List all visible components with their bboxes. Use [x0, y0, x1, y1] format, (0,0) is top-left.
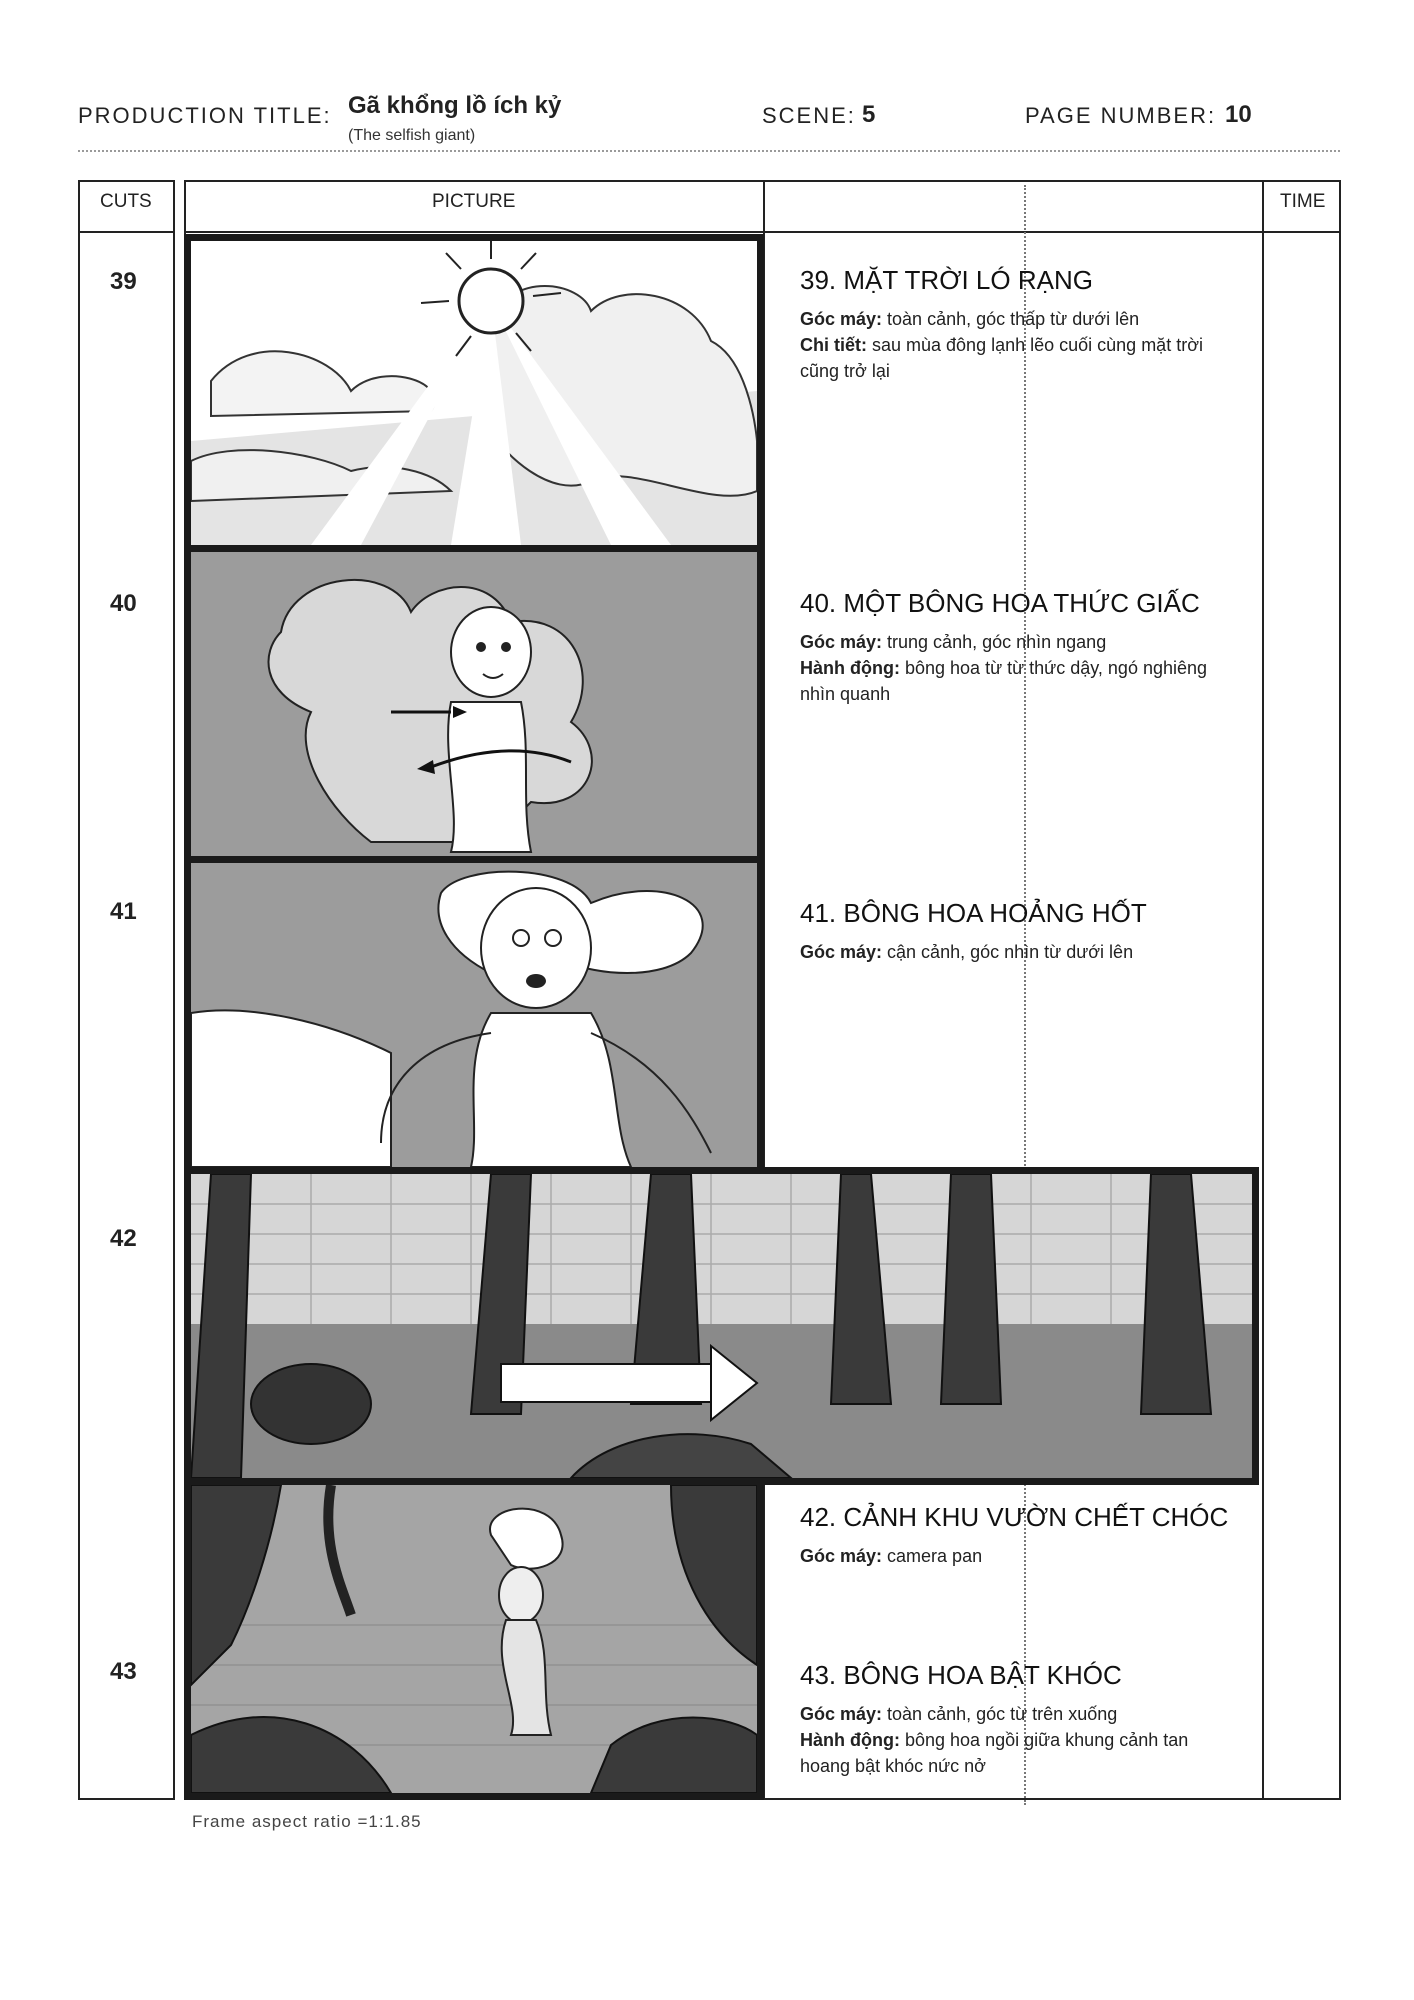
shot-camera-angle — [800, 306, 1240, 332]
shot-camera-angle — [800, 1543, 1240, 1569]
field-label: Góc máy: — [800, 1546, 883, 1566]
frame-39-sunrise — [184, 234, 764, 552]
cuts-column-header: CUTS — [100, 191, 152, 212]
field-value: bông hoa từ từ thức dậy, ngó nghiêng nhìn quanh — [800, 658, 1208, 704]
cut-number-43: 43 — [110, 1658, 137, 1685]
cut-number-41: 41 — [110, 898, 137, 925]
field-value: toàn cảnh, góc từ trên xuống — [882, 1704, 1118, 1724]
shot-42-description — [800, 1502, 1240, 1569]
scene-number: 5 — [862, 101, 876, 128]
shot-camera-angle — [800, 1701, 1240, 1727]
header-divider — [78, 150, 1340, 152]
frame-40-flower-awakening — [184, 545, 764, 863]
production-subtitle: (The selfish giant) — [348, 127, 476, 144]
field-value: bông hoa ngồi giữa khung cảnh tan hoang bật khóc nức nở — [800, 1730, 1189, 1776]
page-number: 10 — [1225, 101, 1252, 128]
production-title-label: PRODUCTION TITLE: — [78, 103, 332, 128]
shot-title: 43. BÔNG HOA BẬT KHÓC — [800, 1660, 1122, 1690]
field-label: Hành động: — [800, 1730, 900, 1750]
production-title: Gã khổng lồ ích kỷ — [348, 92, 562, 119]
frame-aspect-ratio-note: Frame aspect ratio =1:1.85 — [192, 1812, 422, 1831]
field-value: cận cảnh, góc nhìn từ dưới lên — [882, 942, 1134, 962]
field-value: sau mùa đông lạnh lẽo cuối cùng mặt trời cũng trở lại — [800, 335, 1203, 381]
shot-action — [800, 1727, 1240, 1779]
shot-39-description — [800, 265, 1240, 384]
field-label: Chi tiết: — [800, 335, 867, 355]
time-column-divider — [1262, 180, 1264, 1800]
shot-camera-angle — [800, 629, 1240, 655]
cuts-column — [78, 180, 175, 1800]
scene-label: SCENE: — [762, 103, 856, 128]
shot-title: 42. CẢNH KHU VƯỜN CHẾT CHÓC — [800, 1502, 1229, 1532]
header-row-divider — [184, 231, 1341, 233]
shot-title: 40. MỘT BÔNG HOA THỨC GIẤC — [800, 588, 1200, 618]
frame-42-dead-garden-pan — [184, 1167, 1259, 1485]
shot-40-description — [800, 588, 1240, 707]
field-label: Hành động: — [800, 658, 900, 678]
time-column-header: TIME — [1280, 191, 1326, 212]
frame-43-crying-flower — [184, 1478, 764, 1800]
field-label: Góc máy: — [800, 309, 883, 329]
field-label: Góc máy: — [800, 942, 883, 962]
cut-number-39: 39 — [110, 268, 137, 295]
page-number-label: PAGE NUMBER: — [1025, 103, 1217, 128]
cut-number-40: 40 — [110, 590, 137, 617]
field-value: toàn cảnh, góc thấp từ dưới lên — [882, 309, 1140, 329]
shot-camera-angle — [800, 939, 1240, 965]
field-label: Góc máy: — [800, 632, 883, 652]
shot-detail — [800, 332, 1240, 384]
cut-number-42: 42 — [110, 1225, 137, 1252]
shot-41-description — [800, 898, 1240, 965]
header-row-divider-cuts — [78, 231, 175, 233]
frame-41-frightened-flower — [184, 856, 764, 1174]
field-value: camera pan — [882, 1546, 983, 1566]
shot-action — [800, 655, 1240, 707]
picture-column-header: PICTURE — [432, 191, 516, 212]
shot-43-description — [800, 1660, 1240, 1779]
field-label: Góc máy: — [800, 1704, 883, 1724]
shot-title: 41. BÔNG HOA HOẢNG HỐT — [800, 898, 1147, 928]
field-value: trung cảnh, góc nhìn ngang — [882, 632, 1107, 652]
shot-title: 39. MẶT TRỜI LÓ RẠNG — [800, 265, 1093, 295]
